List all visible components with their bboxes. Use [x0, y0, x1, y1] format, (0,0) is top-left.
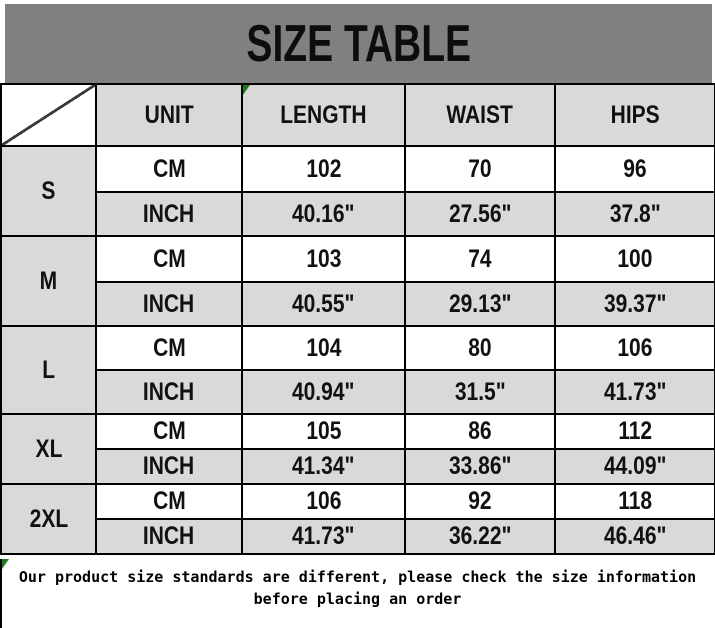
cell-text: 100	[617, 244, 653, 273]
cell-text: 74	[468, 244, 492, 273]
cell-text: 103	[305, 244, 342, 273]
cell-xl-cm-length	[242, 414, 405, 449]
cell-xl-inch-waist	[405, 449, 555, 484]
cell-text: INCH	[143, 199, 195, 228]
header-label: WAIST	[446, 100, 514, 129]
cell-text: 112	[618, 417, 652, 445]
table-row-xl-inch	[1, 449, 715, 484]
cell-s-cm-waist	[405, 146, 555, 192]
table-row-m-cm	[1, 236, 715, 282]
cell-l-cm-unit	[96, 326, 242, 370]
note-area	[0, 559, 713, 628]
cell-text: 41.73"	[292, 522, 355, 550]
cell-text: 40.94"	[292, 377, 355, 406]
size-label-text: L	[42, 355, 55, 384]
cell-text: 92	[468, 487, 492, 515]
cell-2xl-inch-waist	[405, 519, 555, 554]
cell-l-inch-unit	[96, 370, 242, 414]
cell-text: CM	[152, 244, 186, 273]
cell-xl-inch-unit	[96, 449, 242, 484]
header-row	[1, 84, 715, 146]
cell-text: 106	[305, 487, 342, 515]
cell-text: 44.09"	[603, 452, 667, 480]
header-label: UNIT	[144, 100, 194, 129]
table-row-s-inch	[1, 192, 715, 236]
cell-2xl-inch-unit	[96, 519, 242, 554]
note-line-2: before placing an order	[253, 590, 462, 608]
cell-xl-inch-length	[242, 449, 405, 484]
cell-l-inch-length	[242, 370, 405, 414]
header-label: HIPS	[610, 100, 660, 129]
cell-xl-cm-waist	[405, 414, 555, 449]
size-label-m	[1, 236, 96, 326]
cell-2xl-cm-length	[242, 484, 405, 519]
cell-text: 40.55"	[292, 289, 355, 318]
cell-2xl-cm-waist	[405, 484, 555, 519]
cell-text: CM	[152, 154, 186, 183]
cell-text: 118	[618, 487, 652, 515]
cell-text: 80	[468, 333, 492, 362]
excel-marker-icon	[243, 85, 250, 95]
cell-s-inch-unit	[96, 192, 242, 236]
cell-text: 37.8"	[609, 199, 661, 228]
cell-m-cm-length	[242, 236, 405, 282]
cell-s-inch-length	[242, 192, 405, 236]
cell-m-inch-waist	[405, 282, 555, 326]
table-row-m-inch	[1, 282, 715, 326]
cell-text: 46.46"	[603, 522, 667, 550]
cell-text: 27.56"	[448, 199, 512, 228]
size-label-s	[1, 146, 96, 236]
page-title: SIZE TABLE	[246, 14, 471, 73]
size-label-xl	[1, 414, 96, 484]
cell-text: INCH	[143, 377, 195, 406]
cell-m-cm-waist	[405, 236, 555, 282]
cell-xl-cm-hips	[555, 414, 715, 449]
cell-text: 41.73"	[603, 377, 667, 406]
cell-text: 104	[305, 333, 342, 362]
cell-xl-inch-hips	[555, 449, 715, 484]
cell-l-cm-waist	[405, 326, 555, 370]
cell-m-inch-hips	[555, 282, 715, 326]
cell-text: 96	[623, 154, 647, 183]
table-row-s-cm	[1, 146, 715, 192]
cell-text: 105	[305, 417, 342, 445]
size-label-l	[1, 326, 96, 414]
cell-text: INCH	[143, 289, 195, 318]
corner-diagonal-cell	[1, 84, 96, 146]
table-row-2xl-inch	[1, 519, 715, 554]
cell-text: 86	[468, 417, 492, 445]
header-cell-waist	[405, 84, 555, 146]
cell-text: CM	[152, 417, 186, 445]
cell-text: 70	[468, 154, 492, 183]
cell-l-cm-hips	[555, 326, 715, 370]
cell-text: 39.37"	[603, 289, 667, 318]
cell-m-inch-unit	[96, 282, 242, 326]
cell-text: CM	[152, 487, 186, 515]
cell-text: 33.86"	[448, 452, 512, 480]
cell-text: CM	[152, 333, 186, 362]
cell-m-cm-unit	[96, 236, 242, 282]
table-row-2xl-cm	[1, 484, 715, 519]
cell-text: INCH	[143, 452, 195, 480]
header-cell-unit	[96, 84, 242, 146]
cell-text: 36.22"	[448, 522, 512, 550]
size-label-text: M	[39, 266, 58, 295]
size-label-text: 2XL	[29, 504, 68, 533]
cell-2xl-inch-length	[242, 519, 405, 554]
cell-text: 31.5"	[454, 377, 506, 406]
header-cell-length	[242, 84, 405, 146]
table-row-l-cm	[1, 326, 715, 370]
cell-s-inch-hips	[555, 192, 715, 236]
cell-s-cm-length	[242, 146, 405, 192]
size-label-text: XL	[35, 434, 62, 463]
cell-text: 106	[617, 333, 653, 362]
size-table	[0, 83, 715, 555]
table-row-l-inch	[1, 370, 715, 414]
cell-s-cm-hips	[555, 146, 715, 192]
cell-2xl-inch-hips	[555, 519, 715, 554]
cell-text: 102	[305, 154, 342, 183]
cell-2xl-cm-hips	[555, 484, 715, 519]
size-label-text: S	[41, 176, 56, 205]
cell-s-cm-unit	[96, 146, 242, 192]
title-band	[5, 4, 712, 83]
cell-text: INCH	[143, 522, 195, 550]
size-label-2xl	[1, 484, 96, 554]
cell-2xl-cm-unit	[96, 484, 242, 519]
cell-text: 40.16"	[292, 199, 355, 228]
cell-l-cm-length	[242, 326, 405, 370]
note-line-1: Our product size standards are different, please check the size information	[18, 568, 697, 586]
table-row-xl-cm	[1, 414, 715, 449]
cell-text: 41.34"	[292, 452, 355, 480]
cell-text: 29.13"	[448, 289, 512, 318]
excel-marker-icon	[2, 559, 9, 569]
header-cell-hips	[555, 84, 715, 146]
cell-s-inch-waist	[405, 192, 555, 236]
header-label: LENGTH	[280, 100, 367, 129]
cell-m-inch-length	[242, 282, 405, 326]
cell-l-inch-hips	[555, 370, 715, 414]
cell-m-cm-hips	[555, 236, 715, 282]
cell-l-inch-waist	[405, 370, 555, 414]
cell-xl-cm-unit	[96, 414, 242, 449]
